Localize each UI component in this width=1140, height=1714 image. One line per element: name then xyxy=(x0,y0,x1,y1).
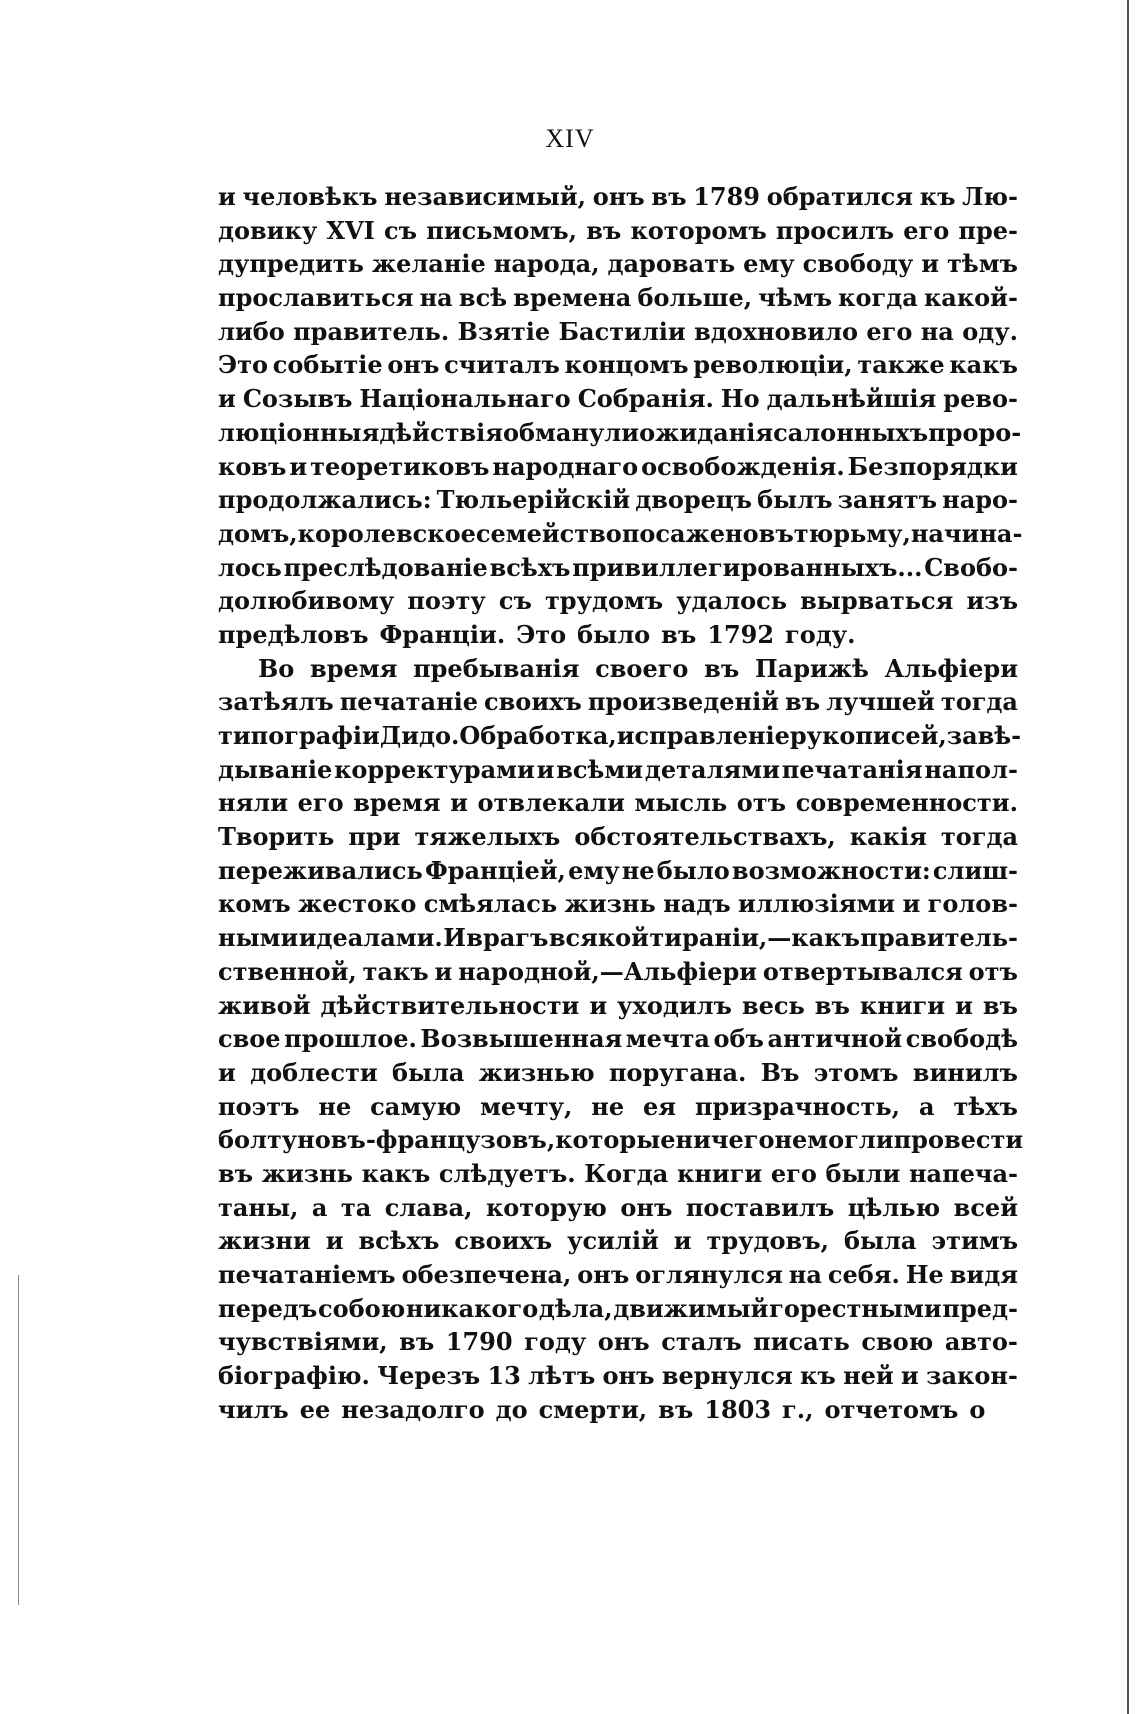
text-line: продолжались: Тюльерійскій дворецъ былъ занятъ наро- xyxy=(218,485,1018,515)
text-line: переживались Франціей, ему не было возможности: слиш- xyxy=(218,855,1018,885)
text-line: довику XVI съ письмомъ, въ которомъ просилъ его пре- xyxy=(218,215,1018,245)
text-line: дываніе корректурами и всѣми деталями печатанія напол- xyxy=(218,754,1018,784)
page-number: XIV xyxy=(545,124,595,153)
text-line: долюбивому поэту съ трудомъ удалось вырваться изъ xyxy=(218,586,1018,616)
text-line: чилъ ее незадолго до смерти, въ 1803 г., отчетомъ о xyxy=(218,1394,986,1424)
text-line: свое прошлое. Возвышенная мечта объ античной свободѣ xyxy=(218,1024,1018,1054)
text-line: Во время пребыванія своего въ Парижѣ Альфіери xyxy=(258,653,1018,683)
body-text xyxy=(218,180,1024,1426)
text-line: Это событіе онъ считалъ концомъ революціи, также какъ xyxy=(218,350,1018,380)
paragraph xyxy=(218,652,1024,1427)
text-line: комъ жестоко смѣялась жизнь надъ иллюзіями и голов- xyxy=(218,889,1018,919)
page-edge-right xyxy=(1127,0,1129,1714)
text-line: домъ, королевское семейство посажено въ тюрьму, начина- xyxy=(218,518,1023,548)
text-line: ковъ и теоретиковъ народнаго освобожденія. Безпорядки xyxy=(218,451,1018,481)
text-line: прославиться на всѣ времена больше, чѣмъ когда какой- xyxy=(218,283,1018,313)
text-line: предѣловъ Франціи. Это было въ 1792 году. xyxy=(218,619,856,649)
text-line: лось преслѣдованіе всѣхъ привиллегированныхъ... Свобо- xyxy=(218,552,1018,582)
text-line: поэтъ не самую мечту, не ея призрачность, а тѣхъ xyxy=(218,1091,1018,1121)
text-line: люціонныя дѣйствія обманули ожиданія салонныхъ проро- xyxy=(218,417,1022,447)
text-line: и человѣкъ независимый, онъ въ 1789 обратился къ Лю- xyxy=(218,182,1018,211)
text-line: и Созывъ Національнаго Собранія. Но дальнѣйшія рево- xyxy=(218,384,1018,414)
text-line: и доблести была жизнью поругана. Въ этомъ винилъ xyxy=(218,1057,1018,1087)
text-line: печатаніемъ обезпечена, онъ оглянулся на себя. Не видя xyxy=(218,1260,1018,1289)
text-line: няли его время и отвлекали мысль отъ современности. xyxy=(218,788,1018,818)
text-line: чувствіями, въ 1790 году онъ сталъ писать свою авто- xyxy=(218,1327,1018,1357)
text-line: передъ собою никакого дѣла, движимый горестными пред- xyxy=(218,1293,1018,1323)
text-line: въ жизнь какъ слѣдуетъ. Когда книги его были напеча- xyxy=(218,1158,1018,1188)
text-line: болтуновъ-французовъ, которые ничего не могли провести xyxy=(218,1125,1024,1155)
text-line: живой дѣйствительности и уходилъ весь въ книги и въ xyxy=(218,990,1018,1020)
page-edge-left xyxy=(18,1275,19,1605)
text-line: дупредить желаніе народа, даровать ему свободу и тѣмъ xyxy=(218,249,1018,279)
text-line: таны, а та слава, которую онъ поставилъ цѣлью всей xyxy=(218,1192,1018,1222)
text-line: жизни и всѣхъ своихъ усилій и трудовъ, была этимъ xyxy=(218,1226,1018,1256)
text-line: ственной, такъ и народной,—Альфіери отвертывался отъ xyxy=(218,956,1018,986)
text-line: Творить при тяжелыхъ обстоятельствахъ, какія тогда xyxy=(218,822,1018,852)
text-line: ными идеалами. И врагъ всякой тираніи,—какъ правитель- xyxy=(218,923,1018,953)
text-line: біографію. Черезъ 13 лѣтъ онъ вернулся къ ней и закон- xyxy=(218,1361,1018,1391)
text-line: затѣялъ печатаніе своихъ произведеній въ лучшей тогда xyxy=(218,687,1018,717)
text-line: типографіи Дидо. Обработка, исправленіе рукописей, завѣ- xyxy=(218,721,1022,750)
text-line: либо правитель. Взятіе Бастиліи вдохновило его на оду. xyxy=(218,316,1018,346)
paragraph xyxy=(218,180,1023,652)
